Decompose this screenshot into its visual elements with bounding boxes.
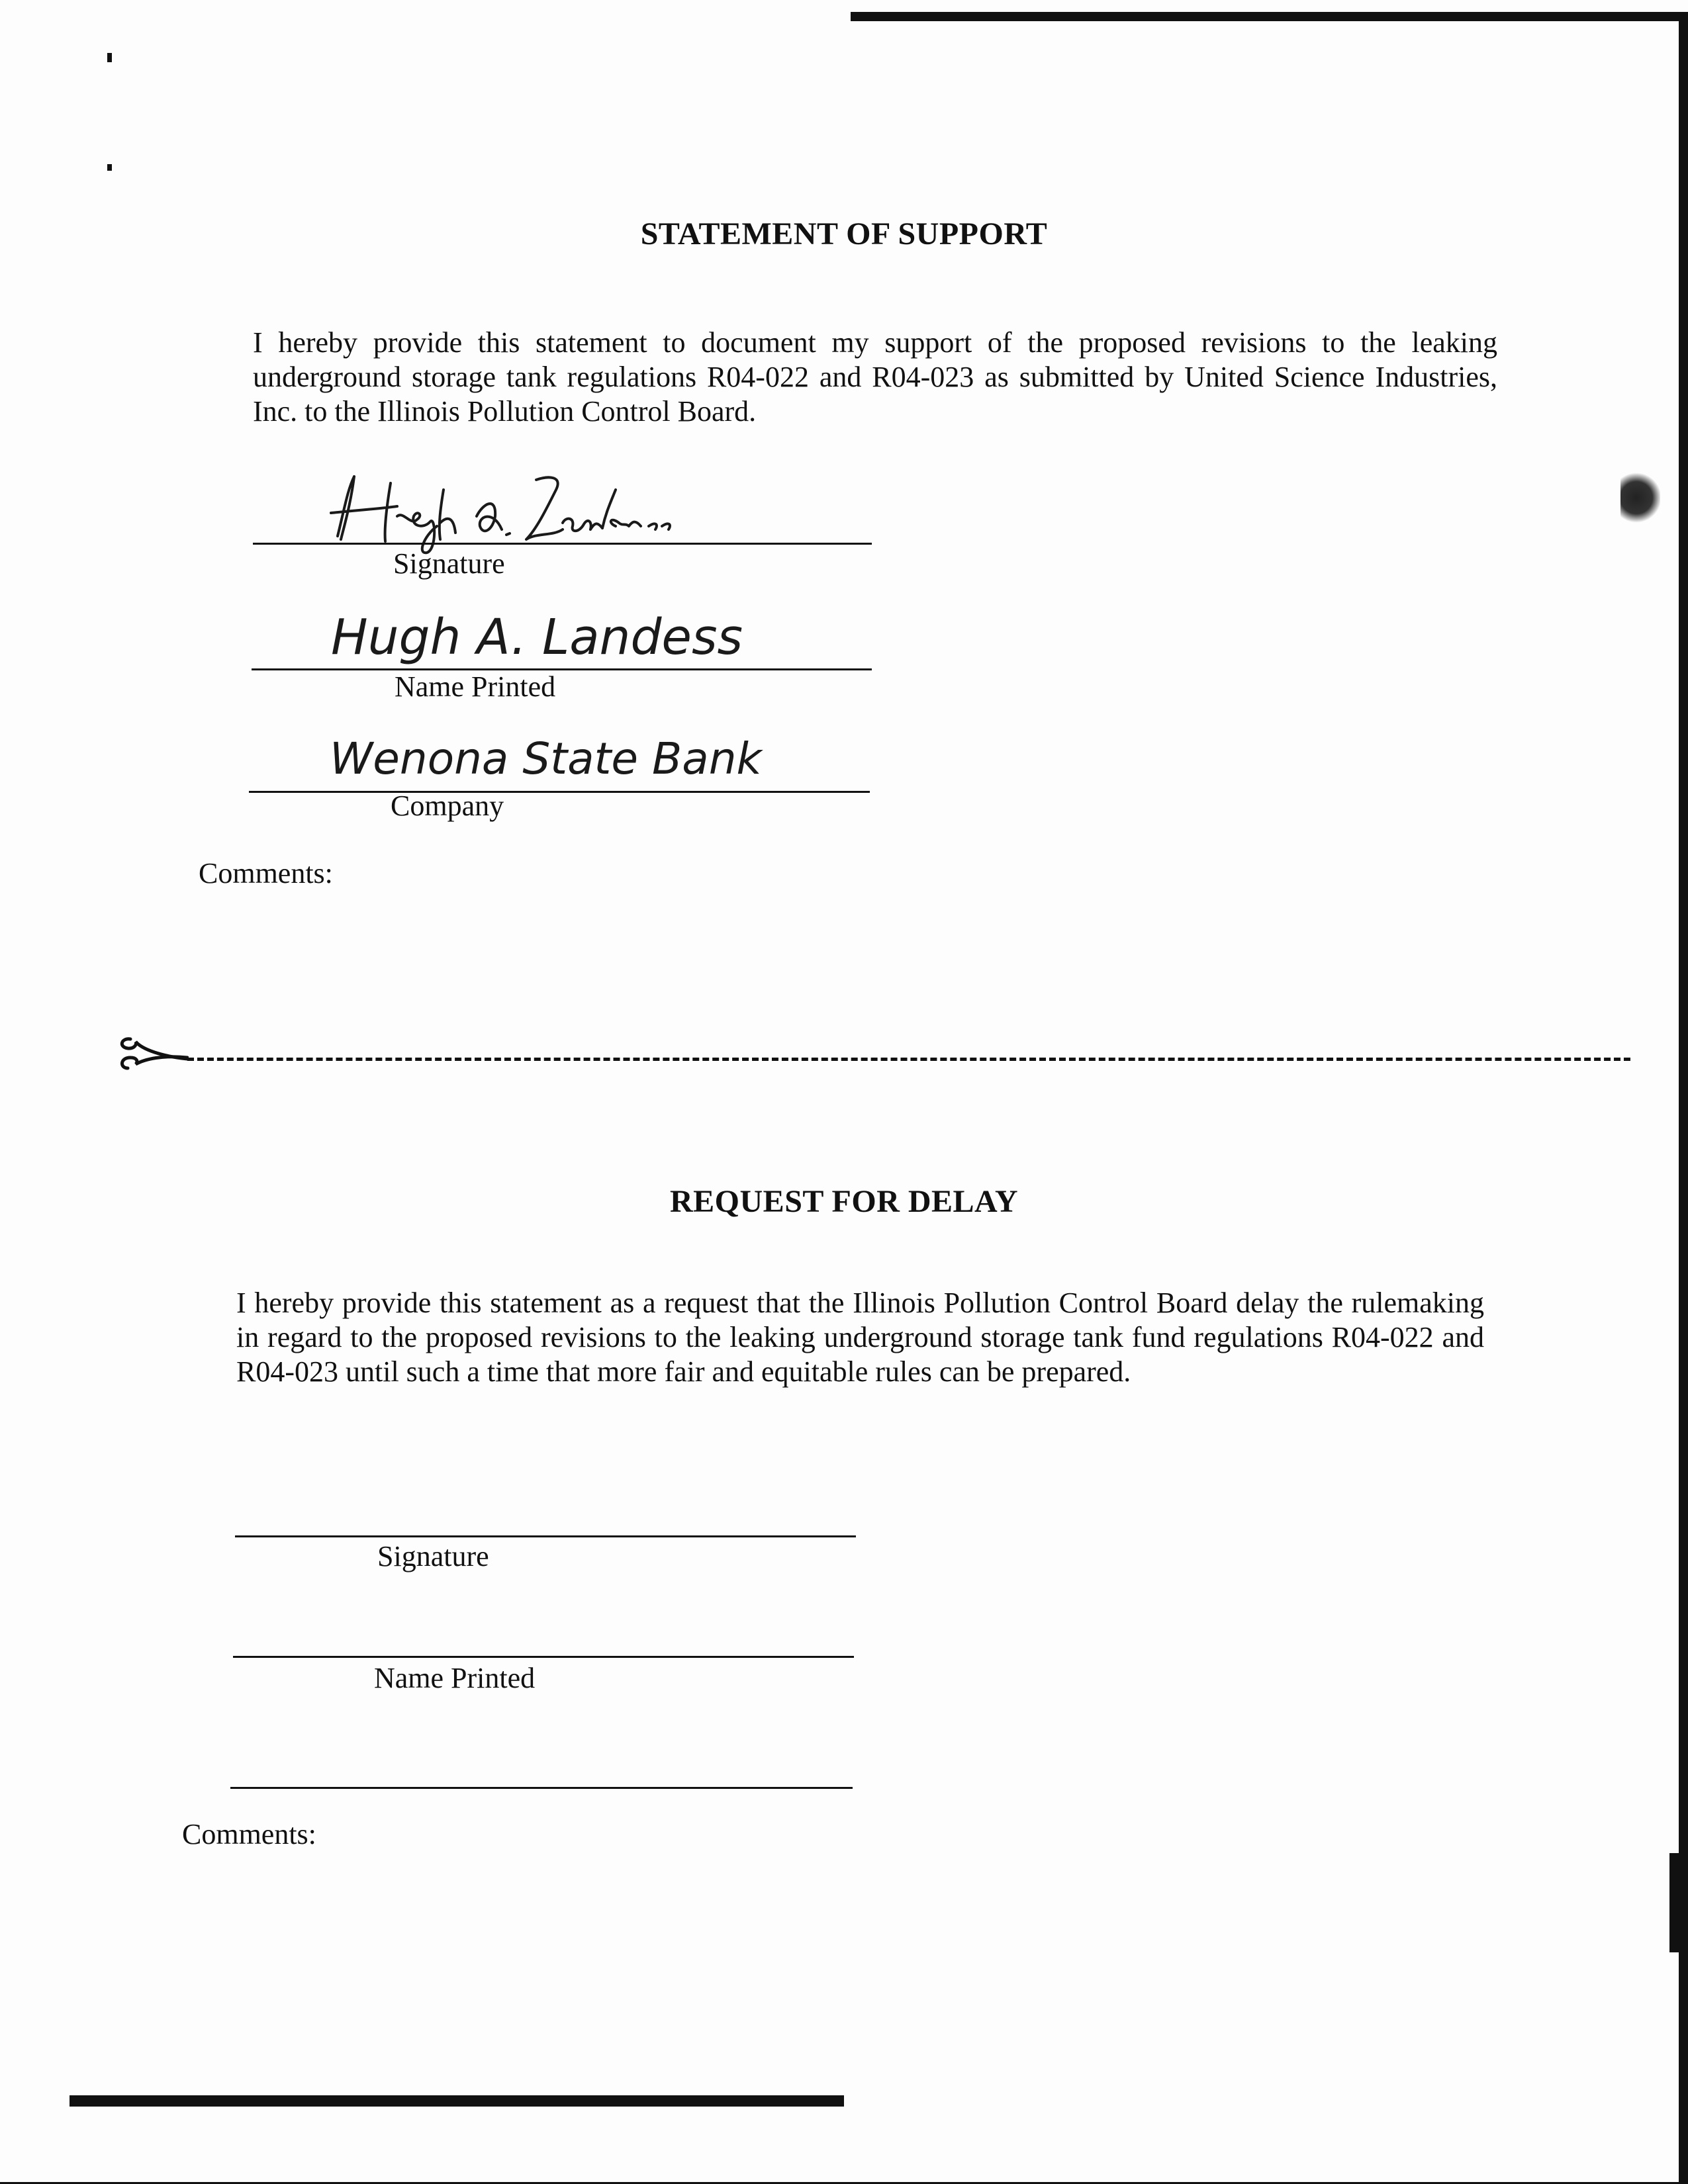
hole-punch-mark — [1620, 471, 1660, 524]
handwritten-company: Wenona State Bank — [330, 733, 762, 784]
delay-company-line[interactable] — [230, 1787, 853, 1789]
delay-comments-label: Comments: — [182, 1818, 316, 1850]
delay-signature-label: Signature — [377, 1540, 489, 1572]
scan-edge-bottom-bar — [70, 2095, 844, 2105]
company-label: Company — [391, 790, 504, 822]
delay-signature-line[interactable] — [235, 1535, 856, 1537]
name-printed-line — [252, 668, 872, 670]
handwritten-name: Hugh A. Landess — [331, 609, 743, 666]
scan-edge-top — [851, 12, 1688, 21]
support-title: STATEMENT OF SUPPORT — [640, 216, 1048, 251]
support-comments-label: Comments: — [199, 857, 333, 889]
company-line — [249, 791, 870, 793]
signature-line — [253, 543, 872, 545]
delay-name-printed-label: Name Printed — [374, 1662, 536, 1694]
signature-label: Signature — [393, 547, 505, 580]
delay-paragraph: I hereby provide this statement as a request that the Illinois Pollution Control Board delay the rulemaking in regard to the proposed revisions to the leaking underground storage tank fund regulations R04-022 and R04-023 until such a time that more fair and equitable rules can be prepared. — [236, 1287, 1484, 1388]
support-paragraph: I hereby provide this statement to document my support of the proposed revisions to the leaking underground storage tank regulations R04-022 and R04-023 as submitted by United Science Industries, Inc. to the Illinois Pollution Control Board. — [253, 326, 1497, 428]
delay-name-printed-line[interactable] — [233, 1656, 854, 1658]
cut-line — [187, 1058, 1630, 1061]
scan-speck — [107, 164, 112, 171]
delay-title: REQUEST FOR DELAY — [670, 1184, 1018, 1219]
scan-edge-blot — [1669, 1853, 1688, 1952]
scan-speck — [107, 53, 112, 62]
scan-edge-bottom-thin — [70, 2105, 844, 2107]
name-printed-label: Name Printed — [395, 670, 556, 703]
handwritten-signature — [324, 463, 695, 556]
scissors-icon — [116, 1024, 189, 1077]
